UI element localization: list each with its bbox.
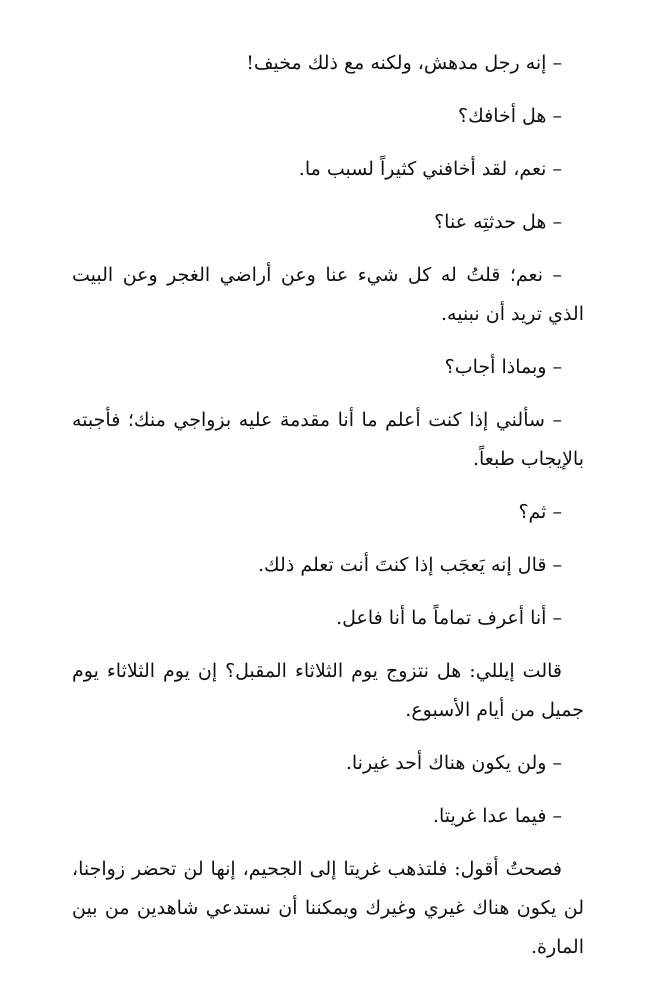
dialogue-line: – وبماذا أجاب؟ <box>444 356 562 378</box>
dialogue-line: – نعم؛ قلتُ له كل شيء عنا وعن أراضي الغجر وعن البيت الذي تريد أن نبنيه. <box>72 264 584 325</box>
dialogue-line: – سألني إذا كنت أعلم ما أنا مقدمة عليه بزواجي منك؛ فأجبته بالإيجاب طبعاً. <box>72 409 584 470</box>
narrative-paragraph: فصحتُ أقول: فلتذهب غريتا إلى الجحيم، إنها لن تحضر زواجنا، لن يكون هناك غيري وغيرك ويمكننا أن نستدعي شاهدين من بين المارة. <box>72 858 584 958</box>
narrative-paragraph: قالت إيللي: هل نتزوج يوم الثلاثاء المقبل؟ إن يوم الثلاثاء يوم جميل من أيام الأسبوع. <box>72 660 584 721</box>
dialogue-line: – إنه رجل مدهش، ولكنه مع ذلك مخيف! <box>246 52 562 74</box>
dialogue-line: – هل حدثتِه عنا؟ <box>434 211 562 233</box>
dialogue-line: – نعم، لقد أخافني كثيراً لسبب ما. <box>298 158 562 180</box>
dialogue-line: – قال إنه يَعجَب إذا كنتَ أنت تعلم ذلك. <box>258 554 562 576</box>
dialogue-line: – هل أخافك؟ <box>458 105 562 127</box>
document-page <box>72 44 584 981</box>
dialogue-line: – أنا أعرف تماماً ما أنا فاعل. <box>336 607 562 629</box>
dialogue-line: – ولن يكون هناك أحد غيرنا. <box>345 752 562 774</box>
dialogue-line: – فيما عدا غريتا. <box>432 805 562 827</box>
dialogue-line: – ثم؟ <box>518 501 562 523</box>
